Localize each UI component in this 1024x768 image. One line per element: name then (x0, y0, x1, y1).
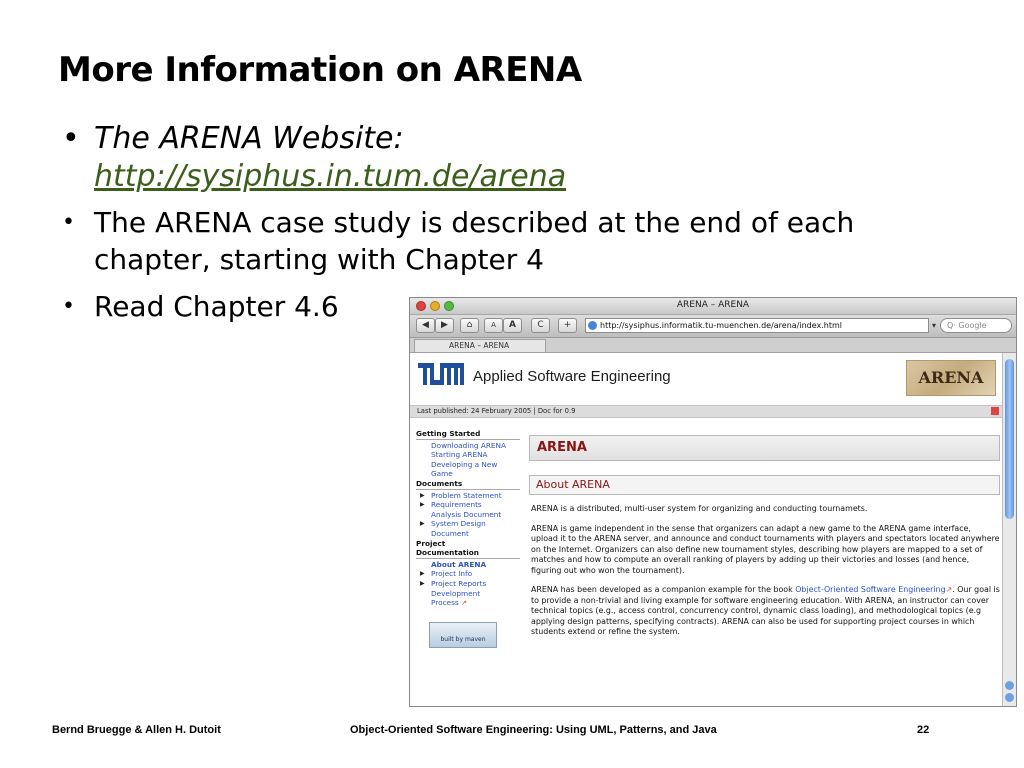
arena-logo[interactable]: ARENA (906, 360, 996, 396)
sidebar-section-documentation: Documentation (416, 548, 520, 559)
sidebar-item-about-arena[interactable]: About ARENA (431, 559, 487, 569)
footer-course-title: Object-Oriented Software Engineering: Using UML, Patterns, and Java (350, 724, 717, 736)
external-link-icon: ↗ (945, 585, 953, 594)
text-bigger-button[interactable]: A (503, 318, 522, 333)
vertical-scrollbar[interactable] (1002, 353, 1016, 706)
bullet-text: The ARENA Website: (94, 121, 404, 156)
sidebar-section-documents: Documents (416, 479, 520, 490)
site-title: Applied Software Engineering (473, 368, 671, 385)
window-title: ARENA – ARENA (676, 300, 750, 310)
sidebar-item-label: Project Info (431, 569, 473, 579)
add-bookmark-button[interactable]: + (558, 318, 577, 333)
paragraph-2: ARENA is game independent in the sense that organizers can adapt a new game to the ARENA game interface, upload it to the ARENA server, and announce and conduct tournaments with players and spectators located anywhere on the Internet. Organizers can also define new tournament styles, describing how players are mapped to a set of matches and how to compute an overall ranking of players by adding up their victories and losses (and hence, figuring out who won the tournament). (531, 523, 1000, 575)
address-url: http://sysiphus.informatik.tu-muenchen.de/arena/index.html (600, 321, 843, 330)
window-titlebar (410, 298, 1016, 315)
sidebar-item-label: System Design (431, 519, 486, 529)
sidebar-item-process[interactable] (416, 598, 520, 608)
globe-icon (588, 321, 597, 330)
tum-logo[interactable] (418, 363, 464, 385)
published-text: Last published: 24 February 2005 | Doc for 0.9 (417, 407, 576, 415)
sidebar-item-system-design-cont[interactable]: Document (431, 528, 469, 538)
maven-label: built by maven (440, 636, 486, 644)
text-smaller-button[interactable]: A (484, 318, 503, 333)
footer-page-number: 22 (917, 724, 930, 736)
back-button[interactable]: ◀ (416, 318, 435, 333)
sidebar-item-requirements[interactable] (416, 500, 520, 510)
bullet-text: The ARENA case study is described at the end of each chapter, starting with Chapter 4 (94, 206, 855, 276)
sidebar-item-downloading[interactable]: Downloading ARENA (431, 440, 506, 450)
pdf-icon[interactable] (991, 407, 999, 415)
content-subheading: About ARENA (529, 475, 1000, 495)
paragraph-3 (531, 585, 1000, 638)
sidebar-item-problem-statement[interactable] (416, 491, 520, 501)
sidebar-item-development[interactable]: Development (431, 588, 481, 598)
expand-arrow-icon: ▶ (420, 520, 425, 528)
built-by-maven-badge[interactable] (429, 622, 497, 648)
home-button[interactable]: ⌂ (460, 318, 479, 333)
footer-authors: Bernd Bruegge & Allen H. Dutoit (52, 724, 221, 736)
tab-bar (410, 338, 1016, 353)
published-bar (410, 405, 1002, 418)
sidebar-section-getting-started: Getting Started (416, 429, 520, 440)
address-bar[interactable] (585, 318, 929, 333)
external-link-icon: ↗ (461, 598, 468, 608)
browser-toolbar (410, 315, 1016, 338)
content-heading: ARENA (529, 435, 1000, 461)
expand-arrow-icon: ▶ (420, 570, 425, 578)
sidebar-item-starting[interactable]: Starting ARENA (431, 450, 488, 460)
scroll-up-arrow-icon[interactable] (1005, 681, 1014, 690)
scroll-down-arrow-icon[interactable] (1005, 693, 1014, 702)
sidebar-item-analysis[interactable]: Analysis Document (431, 509, 502, 519)
sidebar-item-label: Process (431, 598, 459, 608)
forward-button[interactable]: ▶ (435, 318, 454, 333)
bullet-list (60, 120, 880, 325)
oose-book-link[interactable]: Object-Oriented Software Engineering (795, 585, 946, 594)
bullet-text: Read Chapter 4.6 (94, 290, 339, 323)
sidebar-item-project-info[interactable] (416, 569, 520, 579)
bullet-glyph: • (62, 121, 80, 156)
search-icon: Q· (947, 321, 956, 330)
paragraph-1: ARENA is a distributed, multi-user system for organizing and conducting tournamets. (531, 504, 868, 513)
sidebar-section-project: Project (416, 538, 446, 548)
paragraph-3-end: . Our goal is to provide a non-trivial and living example for software engineering education. With ARENA, an instructor can cover technical topics (e.g., access control, concurrency control, dynamic class loading), and methodological topics (e.g applying design patterns, specifying contracts). ARENA can also be used for supporting project courses in which students extend or refine the system. (531, 585, 1000, 636)
site-header (410, 353, 1002, 405)
bullet-case-study (60, 204, 880, 278)
expand-arrow-icon: ▶ (420, 579, 425, 587)
browser-screenshot (409, 297, 1017, 707)
reload-button[interactable]: C (531, 318, 550, 333)
bullet-arena-website (60, 120, 880, 196)
scrollbar-thumb[interactable] (1005, 359, 1014, 519)
expand-arrow-icon: ▶ (420, 501, 425, 509)
search-placeholder: Google (958, 321, 987, 330)
sidebar-item-developing[interactable]: Developing a New (431, 459, 498, 469)
web-page (410, 353, 1002, 706)
google-search-field[interactable] (940, 318, 1012, 333)
expand-arrow-icon: ▶ (420, 491, 425, 499)
arena-website-link[interactable]: http://sysiphus.in.tum.de/arena (94, 159, 567, 194)
address-menu-arrow-icon[interactable]: ▾ (932, 321, 937, 330)
sidebar-item-system-design[interactable] (416, 519, 520, 529)
site-sidebar (416, 429, 520, 648)
sidebar-item-project-reports[interactable] (416, 579, 520, 589)
bullet-glyph: • (62, 294, 75, 319)
page-content (529, 435, 1000, 638)
sidebar-item-label: Project Reports (431, 578, 487, 588)
paragraph-3-start: ARENA has been developed as a companion example for the book (531, 585, 796, 594)
sidebar-item-developing-cont[interactable]: Game (431, 469, 453, 479)
bullet-glyph: • (62, 210, 75, 235)
sidebar-item-label: Requirements (431, 500, 482, 510)
sidebar-item-label: Problem Statement (431, 490, 502, 500)
tab-arena[interactable]: ARENA – ARENA (414, 339, 546, 352)
slide-title: More Information on ARENA (58, 50, 582, 90)
